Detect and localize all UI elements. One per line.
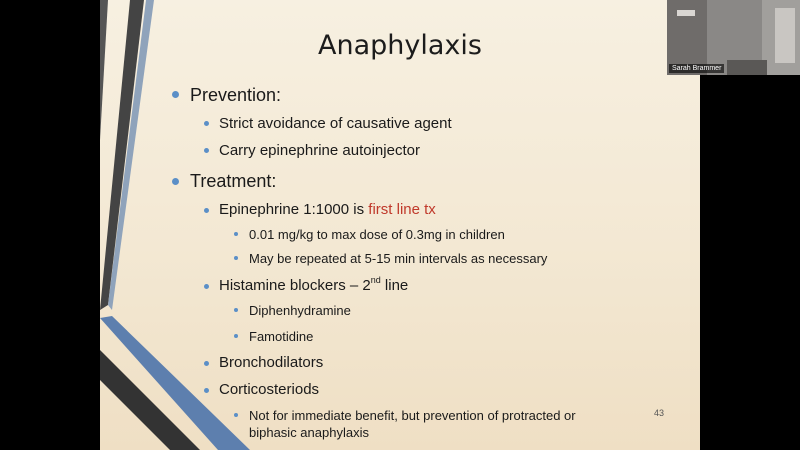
histamine-item <box>219 277 408 294</box>
prevention-item: Strict avoidance of causative agent <box>219 115 452 132</box>
presentation-slide <box>100 0 700 450</box>
bullet <box>172 178 179 185</box>
histamine-subitem: Diphenhydramine <box>249 303 351 318</box>
slide-title: Anaphylaxis <box>318 30 482 61</box>
bullet <box>234 308 238 312</box>
bullet <box>234 256 238 260</box>
treatment-heading: Treatment: <box>190 171 277 191</box>
histamine-subitem: Famotidine <box>249 329 314 344</box>
first-line-highlight: first line tx <box>368 201 436 218</box>
epinephrine-subitem: 0.01 mg/kg to max dose of 0.3mg in children <box>249 227 505 242</box>
epinephrine-item <box>219 201 436 218</box>
prevention-heading: Prevention: <box>190 85 282 105</box>
bullet <box>204 388 209 393</box>
histamine-sup: nd <box>370 275 381 285</box>
histamine-text: Histamine blockers – 2 <box>219 277 371 294</box>
slide-page-number: 43 <box>653 408 664 418</box>
bullet <box>204 148 209 153</box>
epinephrine-subitem: May be repeated at 5-15 min intervals as necessary <box>249 251 548 266</box>
histamine-suffix: line <box>380 277 409 294</box>
epinephrine-text: Epinephrine 1:1000 is <box>219 201 369 218</box>
slide-decoration <box>100 0 700 450</box>
corticosteroids-item: Corticosteriods <box>219 381 320 398</box>
prevention-item: Carry epinephrine autoinjector <box>219 142 420 159</box>
bullet <box>204 284 209 289</box>
bullet <box>234 413 238 417</box>
corticosteroids-subitem: Not for immediate benefit, but prevention of protracted or <box>249 408 576 423</box>
bullet <box>204 121 209 126</box>
participant-name-label: Sarah Brammer <box>669 64 724 73</box>
bronchodilators-item: Bronchodilators <box>219 354 324 371</box>
bullet <box>234 334 238 338</box>
participant-video-tile[interactable] <box>667 0 800 75</box>
bullet <box>204 208 209 213</box>
bullet <box>234 232 238 236</box>
decor-stripe <box>100 0 108 140</box>
bullet <box>204 361 209 366</box>
corticosteroids-subitem: biphasic anaphylaxis <box>249 425 369 440</box>
bullet <box>172 91 179 98</box>
